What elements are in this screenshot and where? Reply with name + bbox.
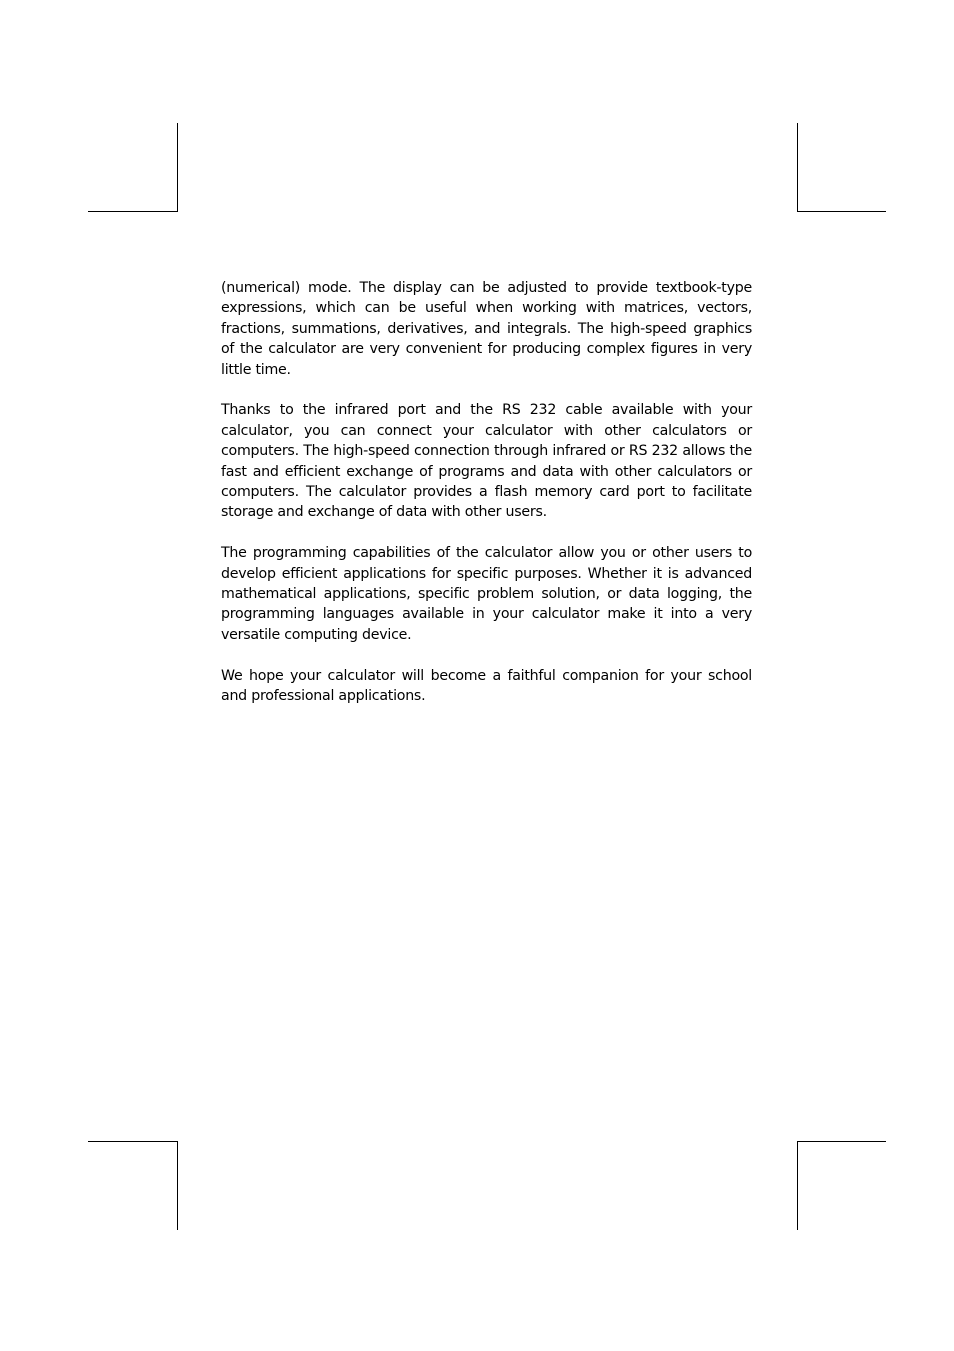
crop-mark-top-left-horizontal [88,211,177,212]
crop-mark-top-left-vertical [177,123,178,212]
crop-mark-top-right-horizontal [797,211,886,212]
page-body [221,278,752,727]
crop-mark-bottom-left-vertical [177,1141,178,1230]
crop-mark-bottom-right-horizontal [797,1141,886,1142]
paragraph-closing: We hope your calculator will become a faithful companion for your school and professional applications. [221,667,752,705]
paragraph-connectivity: Thanks to the infrared port and the RS 232 cable available with your calculator, you can connect your calculator with other calculators or computers. The high-speed connection through infrared or RS 232 allows the fast and efficient exchange of programs and data with other calculators or computers. The calculator provides a flash memory card port to facilitate storage and exchange of data with other users. [221,402,752,521]
paragraph-programming: The programming capabilities of the calculator allow you or other users to develop efficient applications for specific purposes. Whether it is advanced mathematical applications, specific problem solution, or data logging, the programming languages available in your calculator make it into a very versatile computing device. [221,545,752,643]
paragraph-display: (numerical) mode. The display can be adjusted to provide textbook-type expressions, which can be useful when working with matrices, vectors, fractions, summations, derivatives, and integrals. The high-speed graphics of the calculator are very convenient for producing complex figures in very little time. [221,280,752,378]
crop-mark-bottom-right-vertical [797,1141,798,1230]
crop-mark-top-right-vertical [797,123,798,212]
crop-mark-bottom-left-horizontal [88,1141,177,1142]
